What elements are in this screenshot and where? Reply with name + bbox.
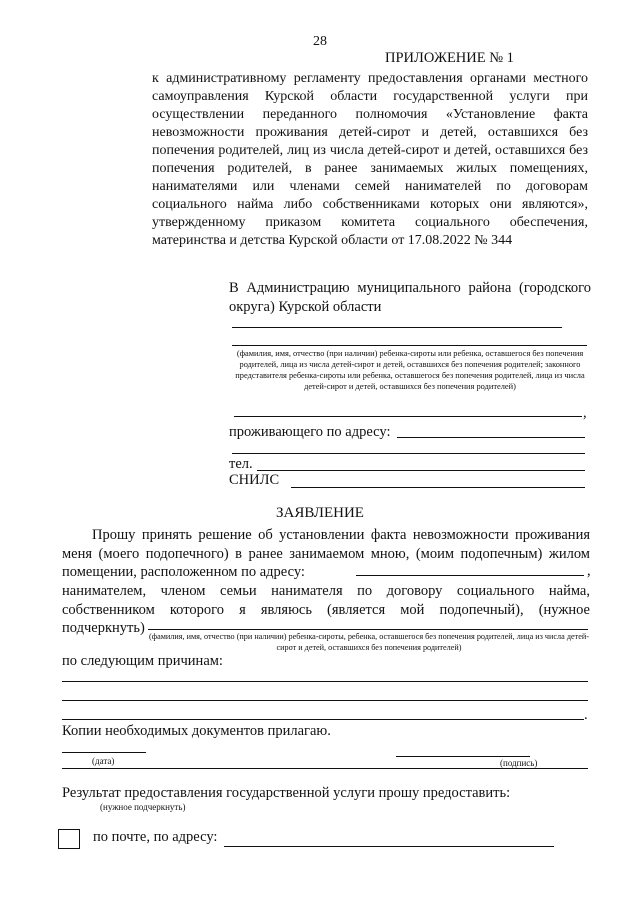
residing-label: проживающего по адресу: <box>229 424 391 440</box>
reasons-line-3[interactable] <box>62 719 584 720</box>
child-name-caption: (фамилия, имя, отчество (при наличии) ребенка-сироты, ребенка, оставшегося без попечения родителей, лица из числа детей-сирот и детей, оставшихся без попечения родителей) <box>149 632 589 652</box>
tel-line[interactable] <box>257 470 585 471</box>
mail-address-line[interactable] <box>224 846 554 847</box>
reasons-line-1[interactable] <box>62 681 588 682</box>
snils-line[interactable] <box>291 487 585 488</box>
comma: , <box>583 405 587 421</box>
reasons-label: по следующим причинам: <box>62 653 223 669</box>
residing-address-line-1[interactable] <box>397 437 585 438</box>
copies-label: Копии необходимых документов прилагаю. <box>62 723 331 739</box>
paragraph-comma: , <box>587 563 591 579</box>
signature-line[interactable] <box>396 756 530 757</box>
statement-paragraph-1: Прошу принять решение об установлении факта невозможности проживания меня (моего подопечного) в ранее занимаемом мною, (моим подопечным) жилом помещении, расположенном по адресу: <box>62 527 590 580</box>
applicant-name-line-1[interactable] <box>232 327 562 328</box>
appendix-text: к административному регламенту предоставления органами местного самоуправления Курской области государственной услуги при осуществлении переданного полномочия «Установление факта невозможности проживания детей-сирот и детей, оставшихся без попечения родителей, лиц из числа детей-сирот и детей, оставшихся без попечения родителей, в ранее занимаемых жилых помещениях, нанимателями или членами семей нанимателей по договорам социального найма либо собственниками которых они являются», утвержденному приказом комитета социального обеспечения, материнства и детства Курской области от 17.08.2022 № 344 <box>152 71 588 248</box>
option-mail-checkbox[interactable] <box>58 829 80 849</box>
reasons-line-2[interactable] <box>62 700 588 701</box>
applicant-name-caption: (фамилия, имя, отчество (при наличии) ребенка-сироты или ребенка, оставшегося без попечения родителей, лица из числа детей-сирот и детей, оставшихся без попечения родителей; законного представителя ребенка-сироты или ребенка, оставшегося без попечения родителей, лица из числа детей-сирот и детей, оставшихся без попечения родителей) <box>235 349 585 391</box>
reasons-period: . <box>584 707 588 723</box>
date-line[interactable] <box>62 752 146 753</box>
dwelling-address-line[interactable] <box>356 575 584 576</box>
option-mail-label: по почте, по адресу: <box>93 829 218 845</box>
appendix-title: ПРИЛОЖЕНИЕ № 1 <box>385 50 514 66</box>
child-name-line[interactable] <box>148 629 588 630</box>
page-number: 28 <box>313 34 327 49</box>
statement-paragraph <box>62 526 590 582</box>
statement-title: ЗАЯВЛЕНИЕ <box>276 505 364 521</box>
result-label: Результат предоставления государственной услуги прошу предоставить: <box>62 785 511 801</box>
tel-label: тел. <box>229 456 253 472</box>
residing-address-line-2[interactable] <box>232 453 585 454</box>
addressee-text: В Администрацию муниципального района (городского округа) Курской области <box>229 280 591 315</box>
applicant-name-line-2[interactable] <box>232 345 587 346</box>
statement-paragraph-2: нанимателем, членом семьи нанимателя по договору социального найма, собственником которого я являюсь (является мой подопечный), (нужное подчеркнуть) <box>62 583 590 636</box>
signature-row-line <box>62 768 588 769</box>
result-hint: (нужное подчеркнуть) <box>100 802 186 812</box>
snils-label: СНИЛС <box>229 472 280 488</box>
applicant-name-line-3[interactable] <box>234 416 582 417</box>
date-caption: (дата) <box>92 756 115 766</box>
signature-caption: (подпись) <box>500 758 538 768</box>
